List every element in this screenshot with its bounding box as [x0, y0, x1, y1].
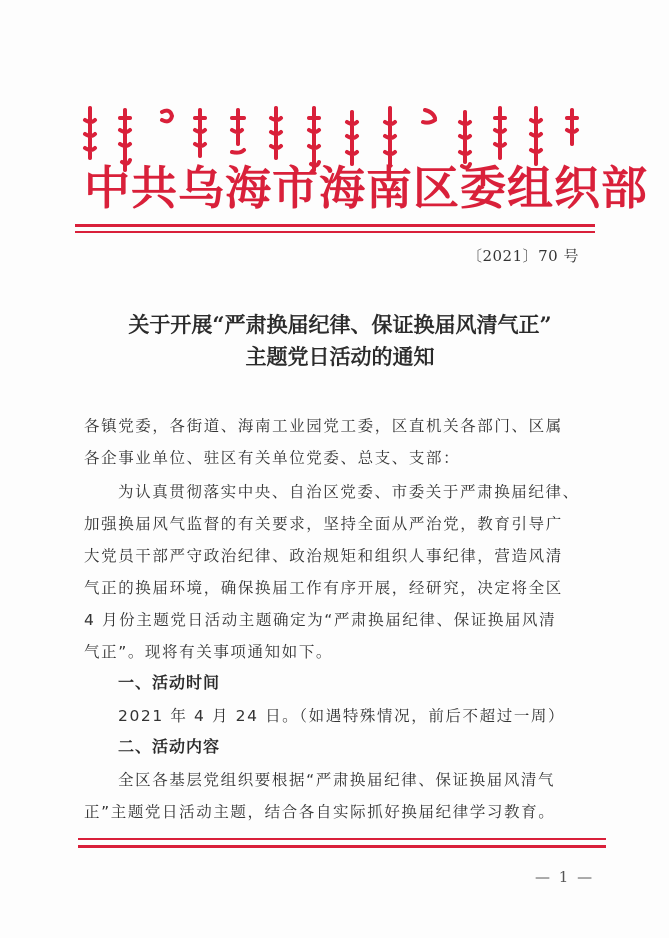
- page-number: — 1 —: [535, 868, 595, 886]
- intro-line-1: 为认真贯彻落实中央、自治区党委、市委关于严肃换届纪律、: [118, 483, 580, 501]
- section-time-line-1: 2021 年 4 月 24 日。（如遇特殊情况，前后不超过一周）: [118, 707, 566, 725]
- intro-line-2: 加强换届风气监督的有关要求，坚持全面从严治党，教育引导广: [84, 515, 563, 533]
- intro-line-6: 气正”。现将有关事项通知如下。: [84, 643, 334, 661]
- intro-line-4: 气正的换届环境，确保换届工作有序开展，经研究，决定将全区: [84, 579, 563, 597]
- notice-title-line2: 主题党日活动的通知: [245, 344, 435, 369]
- intro-line-3: 大党员干部严守政治纪律、政治规矩和组织人事纪律，营造风清: [84, 547, 563, 565]
- addressee-line-1: 各镇党委，各街道、海南工业园党工委，区直机关各部门、区属: [84, 417, 563, 435]
- section-heading-time: 一、活动时间: [118, 673, 221, 692]
- footer-rule-bottom: [78, 845, 606, 848]
- addressee-line-2: 各企事业单位、驻区有关单位党委、总支、支部：: [84, 449, 461, 467]
- intro-line-5: 4 月份主题党日活动主题确定为“严肃换届纪律、保证换届风清: [84, 611, 557, 629]
- section-heading-content: 二、活动内容: [118, 737, 221, 756]
- org-name-heading: 中共乌海市海南区委组织部: [84, 161, 648, 215]
- header-rule-thin: [75, 231, 595, 233]
- section-content-line-2: 正”主题党日活动主题，结合各自实际抓好换届纪律学习教育。: [84, 803, 556, 821]
- section-content-line-1: 全区各基层党组织要根据“严肃换届纪律、保证换届风清气: [118, 771, 556, 789]
- notice-title-line1: 关于开展“严肃换届纪律、保证换届风清气正”: [128, 312, 552, 337]
- footer-rule-top: [78, 838, 606, 840]
- document-number: 〔2021〕70 号: [466, 247, 579, 265]
- header-rule-thick: [75, 224, 595, 227]
